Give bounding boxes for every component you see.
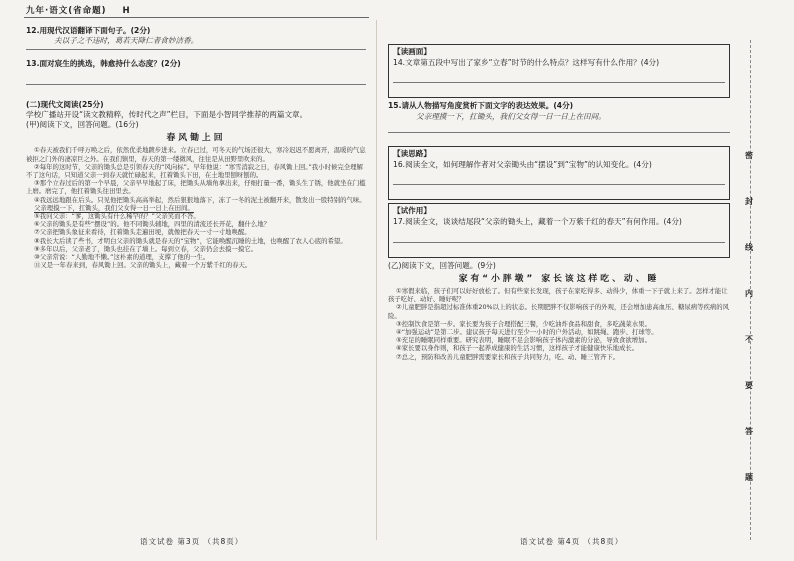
q17-box-head: 【试作用】 — [393, 206, 431, 216]
left-column — [26, 26, 366, 269]
paragraph: ④“加强运动”是第二步。建议孩子每天进行至少一小时的户外活动，如跳绳、跑步、打球等。 — [396, 328, 658, 337]
paragraph: ⑥父亲的锄头是有些“摆设”的。他不同锄头辅地，四里的清流还长开花，翻什么地？ — [34, 220, 271, 229]
margin-char: 内 — [745, 289, 753, 298]
q16-answer-line[interactable] — [393, 184, 725, 194]
paragraph: ①寒假来临，孩子们可以好好放松了。但有些家长发现，孩子在家吃得多、动得少，体重一下子就上来了。怎样才能让孩子吃好、动好、睡好呢？ — [388, 287, 728, 304]
header-rule — [24, 17, 369, 18]
paragraph: ⑪又是一年春来到，春风锄上回。父亲的锄头上，藏着一个万紫千红的春天。 — [34, 261, 252, 270]
article-b-title: 家有“小胖墩” 家长该这样吃、动、睡 — [458, 273, 660, 284]
column-divider — [376, 20, 377, 540]
margin-char: 密 — [745, 151, 753, 160]
right-column — [388, 44, 730, 361]
part-b-label: (乙)阅读下文，回答问题。(9分) — [388, 260, 496, 270]
q15-label: 15.请从人物描写角度赏析下面文字的表达效果。(4分) — [388, 101, 574, 111]
underlined-sentence: 父亲理摸一下，扛锄头，我们父女得一日一日上在田间。 — [34, 203, 194, 212]
margin-char: 答 — [745, 427, 753, 436]
part-a-label: (甲)阅读下文，回答问题。(16分) — [26, 120, 139, 130]
paragraph: ⑤充足的睡眠同样重要。研究表明，睡眠不足会影响孩子体内激素的分泌，导致食欲增加。 — [396, 336, 651, 345]
q17-box — [388, 203, 730, 257]
q17-answer-line[interactable] — [393, 242, 725, 252]
paragraph: ②每年的这时节，父亲的锄头总是引领春天的“风向标”。早年他说：“寒雪消寂之日，春风锄上回。”我小时候完全理解不了这句话，只知道父亲一到春天就忙碌起来，扛着锄头下田，在土地里刨呀刨的。 — [26, 162, 363, 180]
paragraph: ⑦总之，预防和改善儿童肥胖需要家长和孩子共同努力，吃、动、睡三管齐下。 — [396, 352, 620, 361]
section-title: (二)现代文阅读(25分) — [26, 99, 104, 109]
paragraph: ⑤我问父亲：“爹，这锄头有什么稀罕的？”父亲笑而不答。 — [34, 212, 200, 221]
paragraph: ①春天被我们千呼万唤之后，依然优柔地踱步进来。立春已过，可冬天的气场还很大，寒冷迟迟不愿离开，温暖的气息被拒之门外的凄凉巨之外。在我们镇里，春天的第一缕微风，往往是从田野里吹来的。 — [26, 146, 366, 163]
header-tag: H — [122, 6, 131, 16]
paragraph: ⑨多年以后，父亲老了，锄头也挂在了墙上。每到立春，父亲仍会去摸一摸它。 — [34, 244, 258, 253]
footer-page-4: 语文试卷 第4页 （共8页） — [520, 537, 624, 546]
q16-box-head: 【读思路】 — [393, 148, 431, 158]
q12-label: 12.用现代汉语翻译下面句子。(2分) — [26, 26, 151, 35]
paragraph: ⑩父亲常说：“人勤地不懒。”这朴素的道理，支撑了他的一生。 — [34, 253, 210, 262]
q16-label: 16.阅读全文，如何理解作者对父亲锄头由“摆设”到“宝物”的认知变化。(4分) — [393, 160, 652, 170]
paragraph: ⑥家长要以身作则，和孩子一起养成健康的生活习惯，这样孩子才能健康快乐地成长。 — [396, 344, 639, 353]
q12-answer: 夫以子之不违时，葛若天降仁者食妙洁香。 — [54, 36, 199, 46]
paragraph: ③那个立春过后的第一个早晨，父亲早早地起了床，把锄头从墙角拿出来，仔细打量一番，锄头生了锈，他就坐在门槛上磨。磨完了，他扛着锄头往田里去。 — [26, 179, 366, 196]
paragraph: ⑧我长大后读了些书，才明白父亲的锄头就是春天的“宝物”，它能唤醒沉睡的土地，也唤醒了农人心底的希望。 — [34, 236, 347, 245]
section-intro: 学校广播站开设“读文教精粹，传时代之声”栏目，下面是小智同学推荐的两篇文章。 — [26, 109, 308, 119]
paragraph: ②儿童肥胖是指超过标准体重20%以上的状态。长期肥胖不仅影响孩子的外观，还会增加患高血压、糖尿病等疾病的风险。 — [388, 303, 730, 320]
page-header — [26, 4, 131, 16]
q15-answer-line[interactable] — [388, 132, 730, 142]
paragraph: ④我远远地跟在后头。只见他把锄头高高举起，然后狠狠地落下，冻了一冬的泥土被翻开来，散发出一股特别的气味。 — [34, 195, 366, 204]
q15-quote: 父亲理摸一下，扛锄头，我们父女得一日一日上在田间。 — [416, 111, 606, 121]
q17-label: 17.阅读全文，谈谈结尾段“父亲的锄头上，藏着一个万紫千红的春天”有何作用。(4分) — [393, 217, 682, 227]
paragraph: ③控制饮食是第一步。家长要为孩子合理搭配三餐，少吃油炸食品和甜食，多吃蔬菜水果。 — [396, 319, 651, 328]
article-title: 春风锄上回 — [166, 133, 226, 144]
margin-char: 题 — [745, 473, 753, 482]
paragraph: ⑦父亲把锄头象征来看待，扛着锄头走遍田埂，就像把春天一寸一寸地唤醒。 — [34, 228, 251, 237]
q16-box — [388, 146, 730, 200]
q13-answer-line[interactable] — [26, 84, 366, 94]
footer-page-3: 语文试卷 第3页 （共8页） — [140, 537, 244, 546]
header-title: 九年·语文(省命题) — [26, 6, 107, 16]
margin-char: 不 — [745, 335, 753, 344]
q14-answer-line[interactable] — [393, 82, 725, 92]
q14-box — [388, 44, 730, 98]
margin-char: 要 — [745, 381, 753, 390]
margin-char: 封 — [745, 197, 753, 206]
q14-label: 14.文章第五段中写出了家乡“立春”时节的什么特点？这样写有什么作用？(4分) — [393, 58, 660, 68]
binding-margin — [742, 150, 756, 518]
q12-answer-line[interactable] — [26, 49, 366, 59]
q14-box-head: 【读画面】 — [393, 47, 431, 56]
q13-label: 13.面对宸生的挑选，韩愈持什么态度？(2分) — [26, 59, 181, 69]
margin-char: 线 — [745, 243, 753, 252]
